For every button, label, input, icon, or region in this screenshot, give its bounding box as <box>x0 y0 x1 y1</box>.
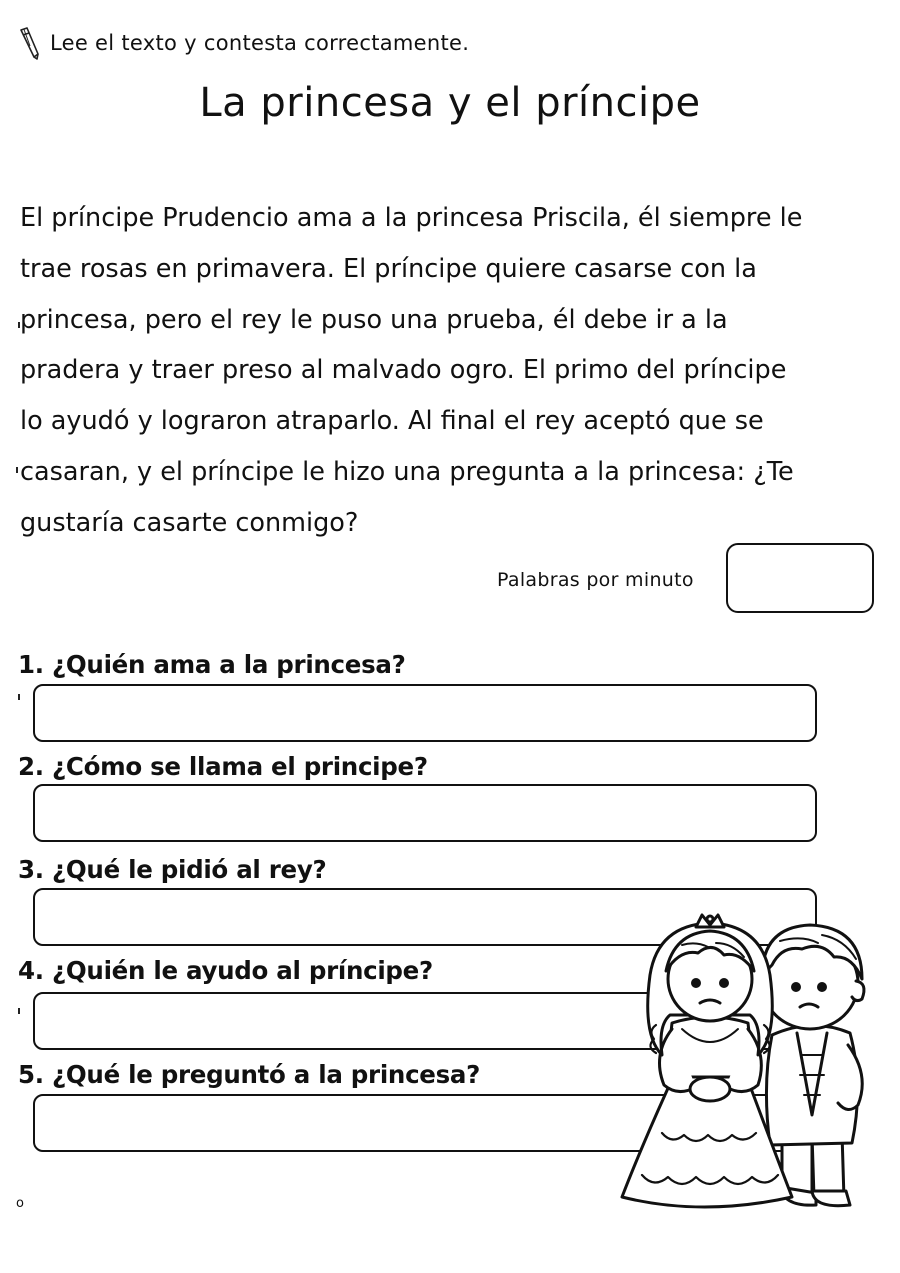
instruction-line <box>18 26 469 60</box>
passage-line: trae rosas en primavera. El príncipe quiere casarse con la <box>20 253 757 284</box>
princess-and-prince-illustration <box>612 905 870 1215</box>
words-per-minute-label: Palabras por minuto <box>497 569 694 591</box>
margin-tick <box>16 467 18 473</box>
margin-tick <box>18 322 20 328</box>
corner-mark: o <box>16 1196 24 1211</box>
passage-line: princesa, pero el rey le puso una prueba, él debe ir a la <box>20 304 728 335</box>
passage-line: casaran, y el príncipe le hizo una pregunta a la princesa: ¿Te <box>20 456 794 487</box>
passage-line: pradera y traer preso al malvado ogro. El primo del príncipe <box>20 355 787 386</box>
question-1: 1. ¿Quién ama a la princesa? <box>18 650 406 679</box>
words-per-minute-box[interactable] <box>726 543 874 613</box>
question-2: 2. ¿Cómo se llama el principe? <box>18 752 428 781</box>
margin-tick <box>18 1008 20 1014</box>
answer-box-2[interactable] <box>33 784 817 842</box>
instruction-text: Lee el texto y contesta correctamente. <box>50 31 470 55</box>
princess-figure <box>622 915 792 1207</box>
question-3: 3. ¿Qué le pidió al rey? <box>18 855 327 884</box>
reading-passage <box>20 193 880 549</box>
passage-line: gustaría casarte conmigo? <box>20 507 359 538</box>
margin-tick <box>18 694 20 700</box>
question-4: 4. ¿Quién le ayudo al príncipe? <box>18 956 433 985</box>
passage-line: lo ayudó y lograron atraparlo. Al final el rey aceptó que se <box>20 406 764 437</box>
pencil-icon <box>18 26 46 60</box>
passage-line: El príncipe Prudencio ama a la princesa Priscila, él siempre le <box>20 203 803 233</box>
page-title: La princesa y el príncipe <box>199 80 701 126</box>
question-5: 5. ¿Qué le preguntó a la princesa? <box>18 1060 481 1089</box>
answer-box-1[interactable] <box>33 684 817 742</box>
